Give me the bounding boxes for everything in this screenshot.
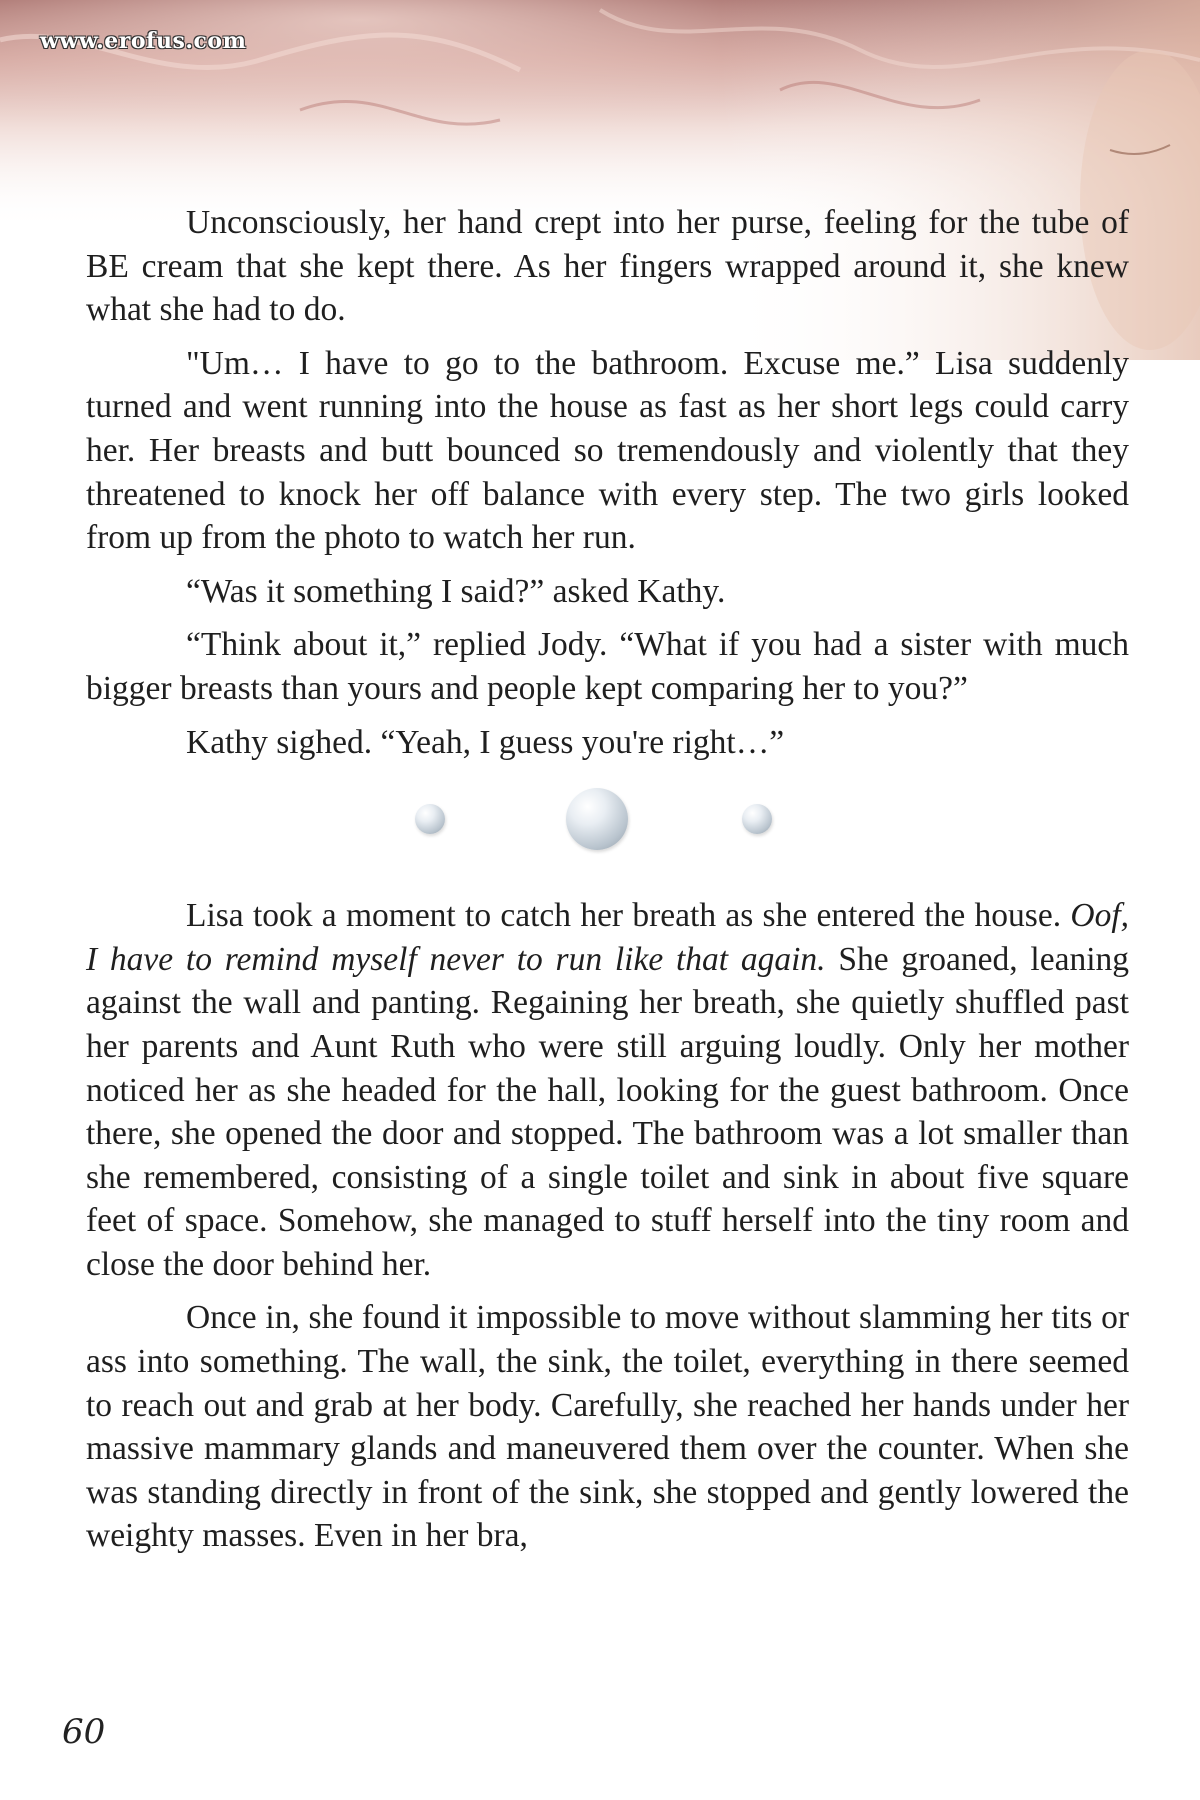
paragraph — [86, 894, 1129, 1286]
paragraph-rest: She groaned, leaning against the wall and panting. Regaining her breath, she quietly shuffled past her parents and Aunt Ruth who were still arguing loudly. Only her mother noticed her as she headed for the hall, looking for the guest bathroom. Once there, she opened the door and stopped. The bathroom was a lot smaller than she remembered, consisting of a single toilet and sink in about five square feet of space. Somehow, she managed to stuff herself into the tiny room and close the door behind her. — [86, 940, 1129, 1283]
pearl-ornament-icon — [415, 804, 445, 834]
paragraph: Unconsciously, her hand crept into her purse, feeling for the tube of BE cream that she kept there. As her fingers wrapped around it, she knew what she had to do. — [86, 204, 1129, 329]
paragraph: “Was it something I said?” asked Kathy. — [186, 572, 726, 610]
watermark-text: www.erofus.com — [40, 28, 247, 54]
scene-break-ornament — [86, 772, 1129, 882]
pearl-ornament-icon — [742, 804, 772, 834]
body-text — [86, 201, 1129, 1568]
paragraph-lead: Lisa took a moment to catch her breath as she entered the house. — [186, 897, 1071, 935]
paragraph: Once in, she found it impossible to move without slamming her tits or ass into something. The wall, the sink, the toilet, everything in there seemed to reach out and grab at her body. Carefully, she reached her hands under her massive mammary glands and maneuvered them over the counter. When she was standing directly in front of the sink, she stopped and gently lowered the weighty masses. Even in her bra, — [86, 1299, 1129, 1555]
pearl-ornament-icon — [566, 788, 628, 850]
paragraph: Kathy sighed. “Yeah, I guess you're right…” — [186, 723, 785, 761]
inner-thought-italic: Oof, I have to remind myself never to run like that again. — [86, 897, 1129, 978]
paragraph: "Um… I have to go to the bathroom. Excuse me.” Lisa suddenly turned and went running into the house as fast as her short legs could carry her. Her breasts and butt bounced so tremendously and violently that they threatened to knock her off balance with every step. The two girls looked from up from the photo to watch her run. — [86, 344, 1129, 557]
paragraph: “Think about it,” replied Jody. “What if you had a sister with much bigger breasts than yours and people kept comparing her to you?” — [86, 626, 1129, 707]
page-number: 60 — [62, 1712, 106, 1752]
